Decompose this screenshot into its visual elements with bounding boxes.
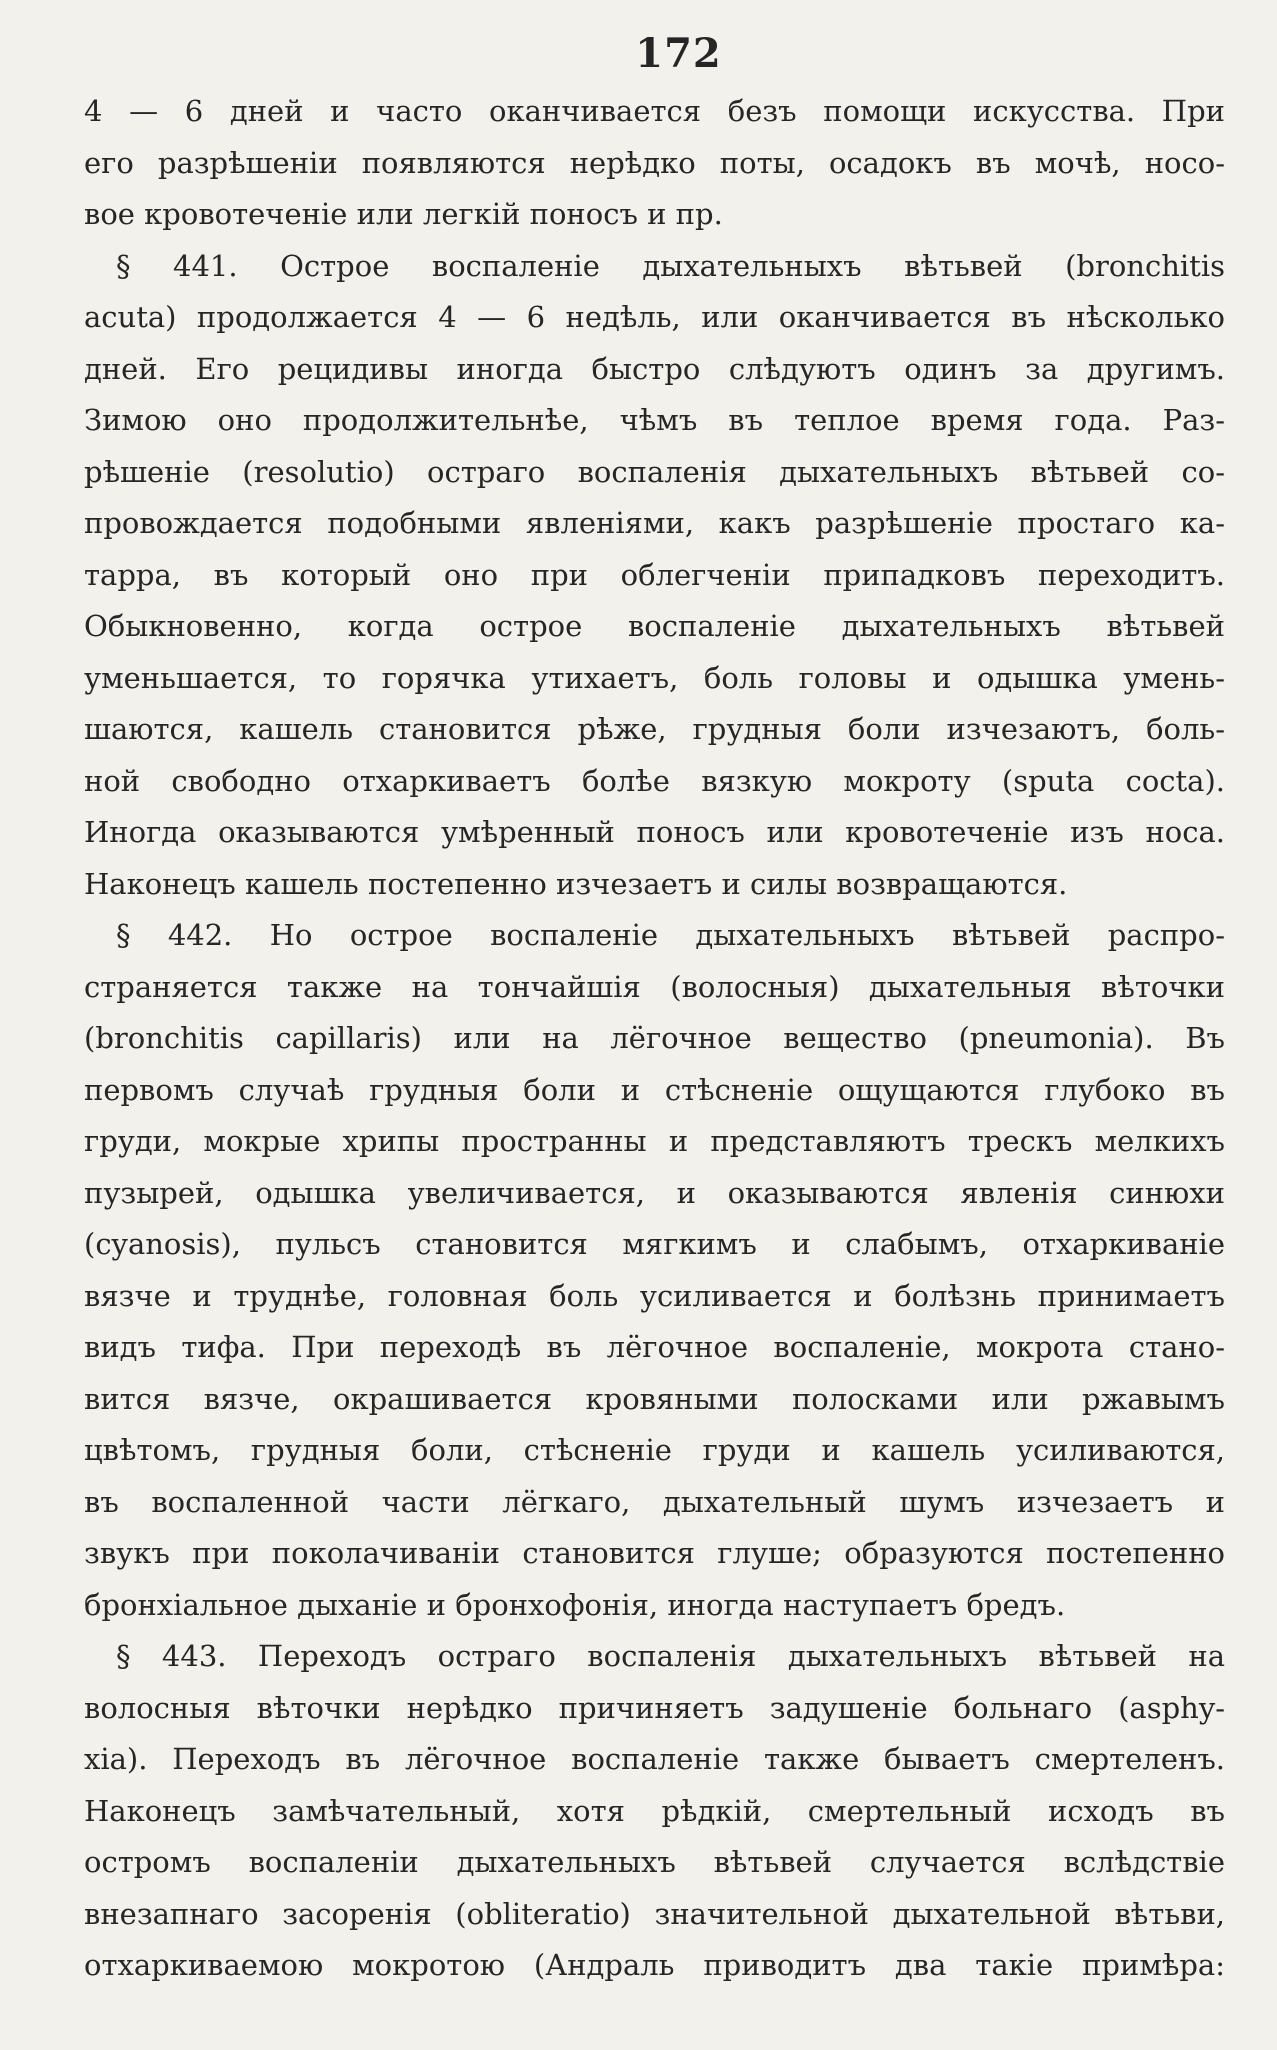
text-line: ной свободно отхаркиваетъ болѣе вязкую мокроту (sputa cocta). [84,763,1225,798]
text-line: § 441. Острое воспаленіе дыхательныхъ вѣтьвей (bronchitis [116,248,1225,283]
text-line: его разрѣшеніи появляются нерѣдко поты, осадокъ въ мочѣ, носо- [84,145,1225,180]
text-line: пузырей, одышка увеличивается, и оказываются явленія синюхи [84,1175,1225,1210]
page-number: 172 [635,30,722,77]
text-line: § 442. Но острое воспаленіе дыхательныхъ вѣтьвей распро- [116,918,1225,952]
text-line: acuta) продолжается 4 — 6 недѣль, или оканчивается въ нѣсколько [84,300,1225,334]
text-line: (cyanosis), пульсъ становится мягкимъ и слабымъ, отхаркиваніе [84,1227,1225,1261]
text-line: вязче и труднѣе, головная боль усиливается и болѣзнь принимаетъ [84,1278,1225,1313]
text-line: волосныя вѣточки нерѣдко причиняетъ задушеніе больнаго (asphy- [84,1690,1225,1725]
text-line: xia). Переходъ въ лёгочное воспаленіе также бываетъ смертеленъ. [84,1742,1225,1776]
text-line: звукъ при поколачиваніи становится глуше; образуются постепенно [84,1536,1225,1570]
text-line: страняется также на тончайшія (волосныя) дыхательныя вѣточки [84,969,1225,1004]
text-line: провождается подобными явленіями, какъ разрѣшеніе простаго ка- [84,506,1225,540]
text-line: Наконецъ кашель постепенно изчезаетъ и силы возвращаются. [84,866,1068,901]
text-line: груди, мокрые хрипы пространны и представляютъ трескъ мелкихъ [84,1124,1225,1158]
text-line: (bronchitis capillaris) или на лёгочное вещество (pneumonia). Въ [84,1021,1225,1055]
text-line: рѣшеніе (resolutio) остраго воспаленія дыхательныхъ вѣтьвей со- [84,454,1225,489]
body-text [84,86,1225,1992]
text-line: 4 — 6 дней и часто оканчивается безъ помощи искусства. При [84,94,1225,128]
text-line: бронхіальное дыханіе и бронхофонія, иногда наступаетъ бредъ. [84,1587,1066,1622]
text-line: цвѣтомъ, грудныя боли, стѣсненіе груди и кашель усиливаются, [84,1433,1225,1467]
text-line: внезапнаго засоренія (obliteratio) значительной дыхательной вѣтьви, [84,1896,1225,1931]
text-line: первомъ случаѣ грудныя боли и стѣсненіе ощущаются глубоко въ [84,1072,1225,1107]
text-line: отхаркиваемою мокротою (Андраль приводитъ два такіе примѣра: [84,1948,1225,1982]
text-line: Наконецъ замѣчательный, хотя рѣдкій, смертельный исходъ въ [84,1793,1225,1828]
text-line: видъ тифа. При переходѣ въ лёгочное воспаленіе, мокрота стано- [84,1330,1225,1364]
text-line: Зимою оно продолжительнѣе, чѣмъ въ теплое время года. Раз- [84,403,1225,437]
text-line: уменьшается, то горячка утихаетъ, боль головы и одышка умень- [84,660,1225,695]
text-line: вится вязче, окрашивается кровяными полосками или ржавымъ [84,1381,1225,1416]
text-line: остромъ воспаленіи дыхательныхъ вѣтьвей случается вслѣдствіе [84,1845,1225,1879]
text-line: Иногда оказываются умѣренный поносъ или кровотеченіе изъ носа. [84,815,1225,849]
text-line: § 443. Переходъ остраго воспаленія дыхательныхъ вѣтьвей на [116,1639,1225,1673]
text-line: въ воспаленной части лёгкаго, дыхательный шумъ изчезаетъ и [84,1484,1225,1519]
text-line: Обыкновенно, когда острое воспаленіе дыхательныхъ вѣтьвей [84,609,1225,643]
text-line: дней. Его рецидивы иногда быстро слѣдуютъ одинъ за другимъ. [84,351,1225,386]
text-line: шаются, кашель становится рѣже, грудныя боли изчезаютъ, боль- [84,712,1225,746]
text-line: вое кровотеченіе или легкій поносъ и пр. [84,197,723,231]
text-line: тарра, въ который оно при облегченіи припадковъ переходитъ. [84,557,1225,592]
